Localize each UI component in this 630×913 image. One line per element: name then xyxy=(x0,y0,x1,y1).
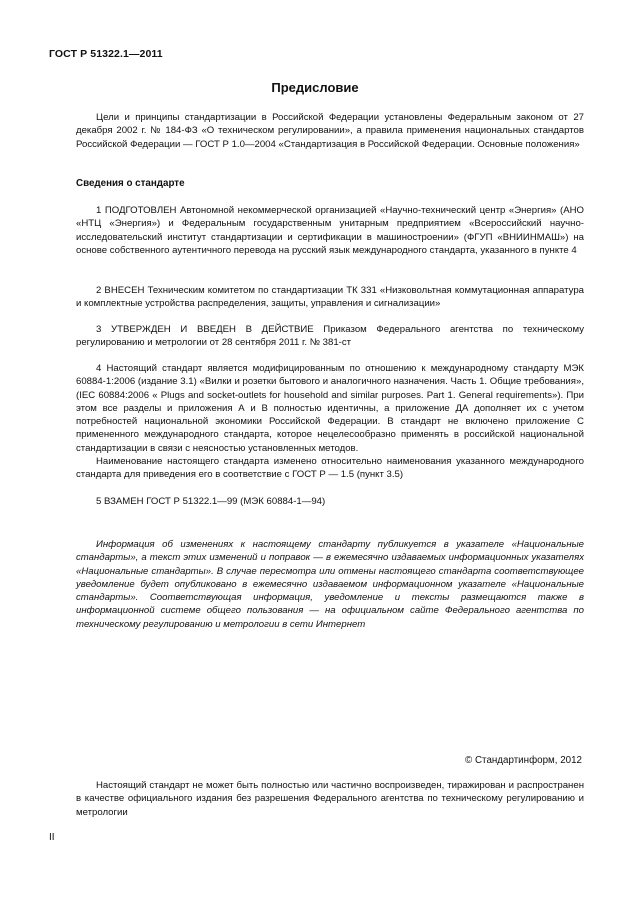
item-5-block xyxy=(76,495,584,508)
rights-paragraph: Настоящий стандарт не может быть полностью или частично воспроизведен, тиражирован и распространен в качестве официального издания без разрешения Федерального агентства по техническому регулированию и метрологии xyxy=(76,780,584,818)
document-header: ГОСТ Р 51322.1—2011 xyxy=(49,48,163,60)
item-4-block xyxy=(76,362,584,482)
page-number: II xyxy=(49,832,55,843)
item-2-paragraph: 2 ВНЕСЕН Техническим комитетом по стандартизации ТК 331 «Низковольтная коммутационная аппаратура и комплектные устройства распределения, защиты, управления и сигнализации» xyxy=(76,285,584,310)
item-2-block xyxy=(76,284,584,311)
page-title: Предисловие xyxy=(271,80,359,95)
rights-block xyxy=(76,779,584,819)
item-3-block xyxy=(76,323,584,350)
item-5-paragraph: 5 ВЗАМЕН ГОСТ Р 51322.1—99 (МЭК 60884-1—94) xyxy=(96,496,326,507)
notice-block xyxy=(76,538,584,631)
item-1-block xyxy=(76,204,584,257)
item-4-note-paragraph: Наименование настоящего стандарта изменено относительно наименования указанного международного стандарта для приведения его в соответствие с ГОСТ Р — 1.5 (пункт 3.5) xyxy=(76,456,584,481)
intro-paragraph: Цели и принципы стандартизации в Российской Федерации установлены Федеральным законом от 27 декабря 2002 г. № 184-ФЗ «О техническом регулировании», а правила применения национальных стандартов Российской Федерации — ГОСТ Р 1.0—2004 «Стандартизация в Российской Федерации. Основные положения» xyxy=(76,112,584,150)
copyright-notice: © Стандартинформ, 2012 xyxy=(465,755,582,766)
item-1-paragraph: 1 ПОДГОТОВЛЕН Автономной некоммерческой организацией «Научно-технический центр «Энергия» (АНО «НТЦ «Энергия») и Федеральным государственным унитарным предприятием «Всероссийский научно-исследовательский институт стандартизации и сертификации в машиностроении» (ФГУП «ВНИИНМАШ») на основе собственного аутентичного перевода на русский язык международного стандарта, указанного в пункте 4 xyxy=(76,205,584,256)
item-3-paragraph: 3 УТВЕРЖДЕН И ВВЕДЕН В ДЕЙСТВИЕ Приказом Федерального агентства по техническому регулированию и метрологии от 28 сентября 2011 г. № 381-ст xyxy=(76,324,584,349)
section-subtitle: Сведения о стандарте xyxy=(76,178,185,189)
intro-block xyxy=(76,111,584,151)
item-4-paragraph: 4 Настоящий стандарт является модифицированным по отношению к международному стандарту МЭК 60884-1:2006 (издание 3.1) «Вилки и розетки бытового и аналогичного назначения. Часть 1. Общие требования», (IEC 60884:2006 « Plugs and socket-outlets for household and similar purposes. Part 1. General requirements»). При этом все разделы и приложения А и В полностью идентичны, а приложение ДА дополняет их с учетом потребностей национальной экономики Российской Федерации. В стандарт не включено приложение С примененного международного стандарта, которое нецелесообразно применять в российской национальной стандартизации в связи с неясностью установленных методов. xyxy=(76,363,584,454)
notice-paragraph: Информация об изменениях к настоящему стандарту публикуется в указателе «Национальные стандарты», а текст этих изменений и поправок — в ежемесячно издаваемых информационных указателях «Национальные стандарты». В случае пересмотра или отмены настоящего стандарта соответствующее уведомление будет опубликовано в ежемесячно издаваемом информационном указателе «Национальные стандарты». Соответствующая информация, уведомление и тексты размещаются также в информационной системе общего пользования — на официальном сайте Федерального агентства по техническому регулированию и метрологии в сети Интернет xyxy=(76,539,584,630)
